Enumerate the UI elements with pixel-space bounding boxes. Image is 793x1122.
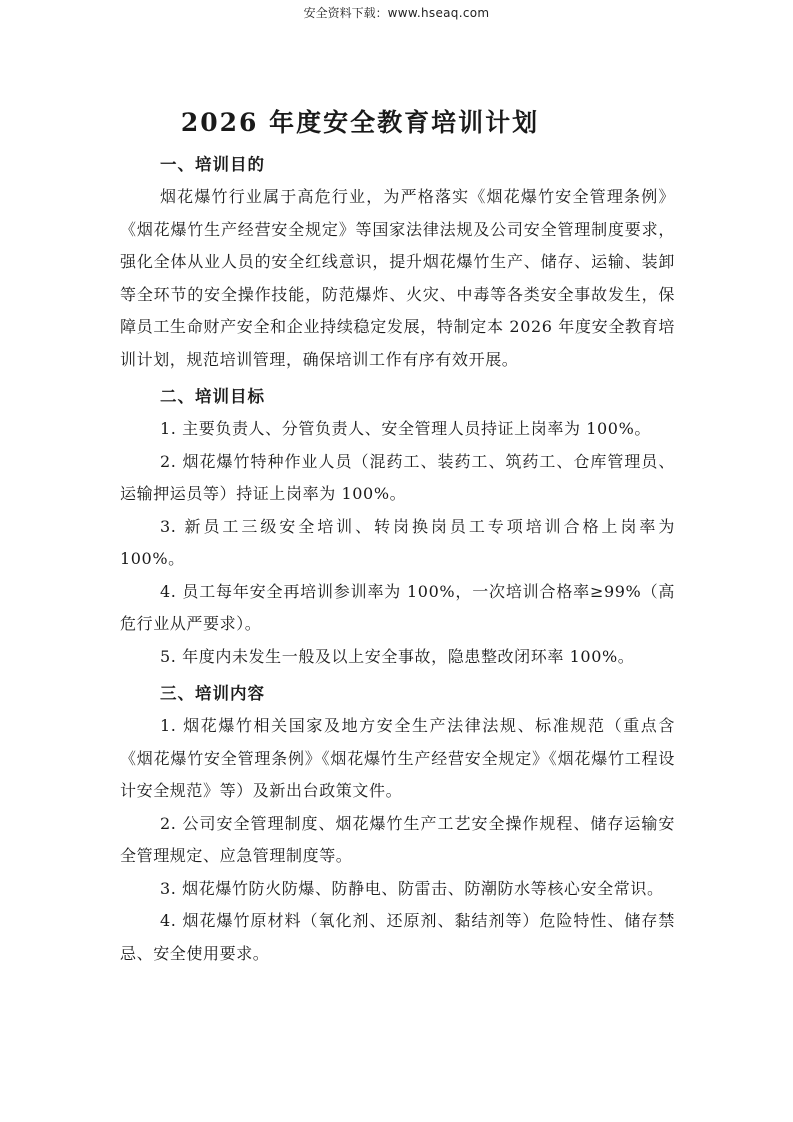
document-body (120, 148, 675, 970)
page-header (0, 4, 793, 21)
document-title: 2026 年度安全教育培训计划 (180, 108, 540, 137)
section-heading-purpose: 一、培训目的 (160, 155, 265, 174)
list-item: 3. 新员工三级安全培训、转岗换岗员工专项培训合格上岗率为 100%。 (120, 516, 675, 568)
section-heading-content: 三、培训内容 (160, 684, 265, 703)
section-heading-goals: 二、培训目标 (160, 387, 265, 406)
list-item: 4. 员工每年安全再培训参训率为 100%，一次培训合格率≥99%（高危行业从严要求）。 (120, 581, 675, 633)
list-item: 3. 烟花爆竹防火防爆、防静电、防雷击、防潮防水等核心安全常识。 (160, 878, 664, 898)
paragraph: 烟花爆竹行业属于高危行业，为严格落实《烟花爆竹安全管理条例》《烟花爆竹生产经营安全规定》等国家法律法规及公司安全管理制度要求，强化全体从业人员的安全红线意识，提升烟花爆竹生产、储存、运输、装卸等全环节的安全操作技能，防范爆炸、火灾、中毒等各类安全事故发生，保障员工生命财产安全和企业持续稳定发展，特制定本 2026 年度安全教育培训计划，规范培训管理，确保培训工作有序有效开展。 (120, 187, 675, 369)
list-item: 5. 年度内未发生一般及以上安全事故，隐患整改闭环率 100%。 (160, 646, 635, 666)
list-item: 2. 烟花爆竹特种作业人员（混药工、装药工、筑药工、仓库管理员、运输押运员等）持证上岗率为 100%。 (120, 451, 675, 503)
list-item: 4. 烟花爆竹原材料（氧化剂、还原剂、黏结剂等）危险特性、储存禁忌、安全使用要求。 (120, 911, 675, 963)
list-item: 1. 主要负责人、分管负责人、安全管理人员持证上岗率为 100%。 (160, 419, 651, 438)
list-item: 1. 烟花爆竹相关国家及地方安全生产法律法规、标准规范（重点含《烟花爆竹安全管理条例》《烟花爆竹生产经营安全规定》《烟花爆竹工程设计安全规范》等）及新出台政策文件。 (120, 716, 675, 800)
list-item: 2. 公司安全管理制度、烟花爆竹生产工艺安全操作规程、储存运输安全管理规定、应急管理制度等。 (120, 813, 675, 865)
header-url-link[interactable]: www.hseaq.com (387, 6, 490, 20)
header-label: 安全资料下载： (303, 6, 388, 20)
